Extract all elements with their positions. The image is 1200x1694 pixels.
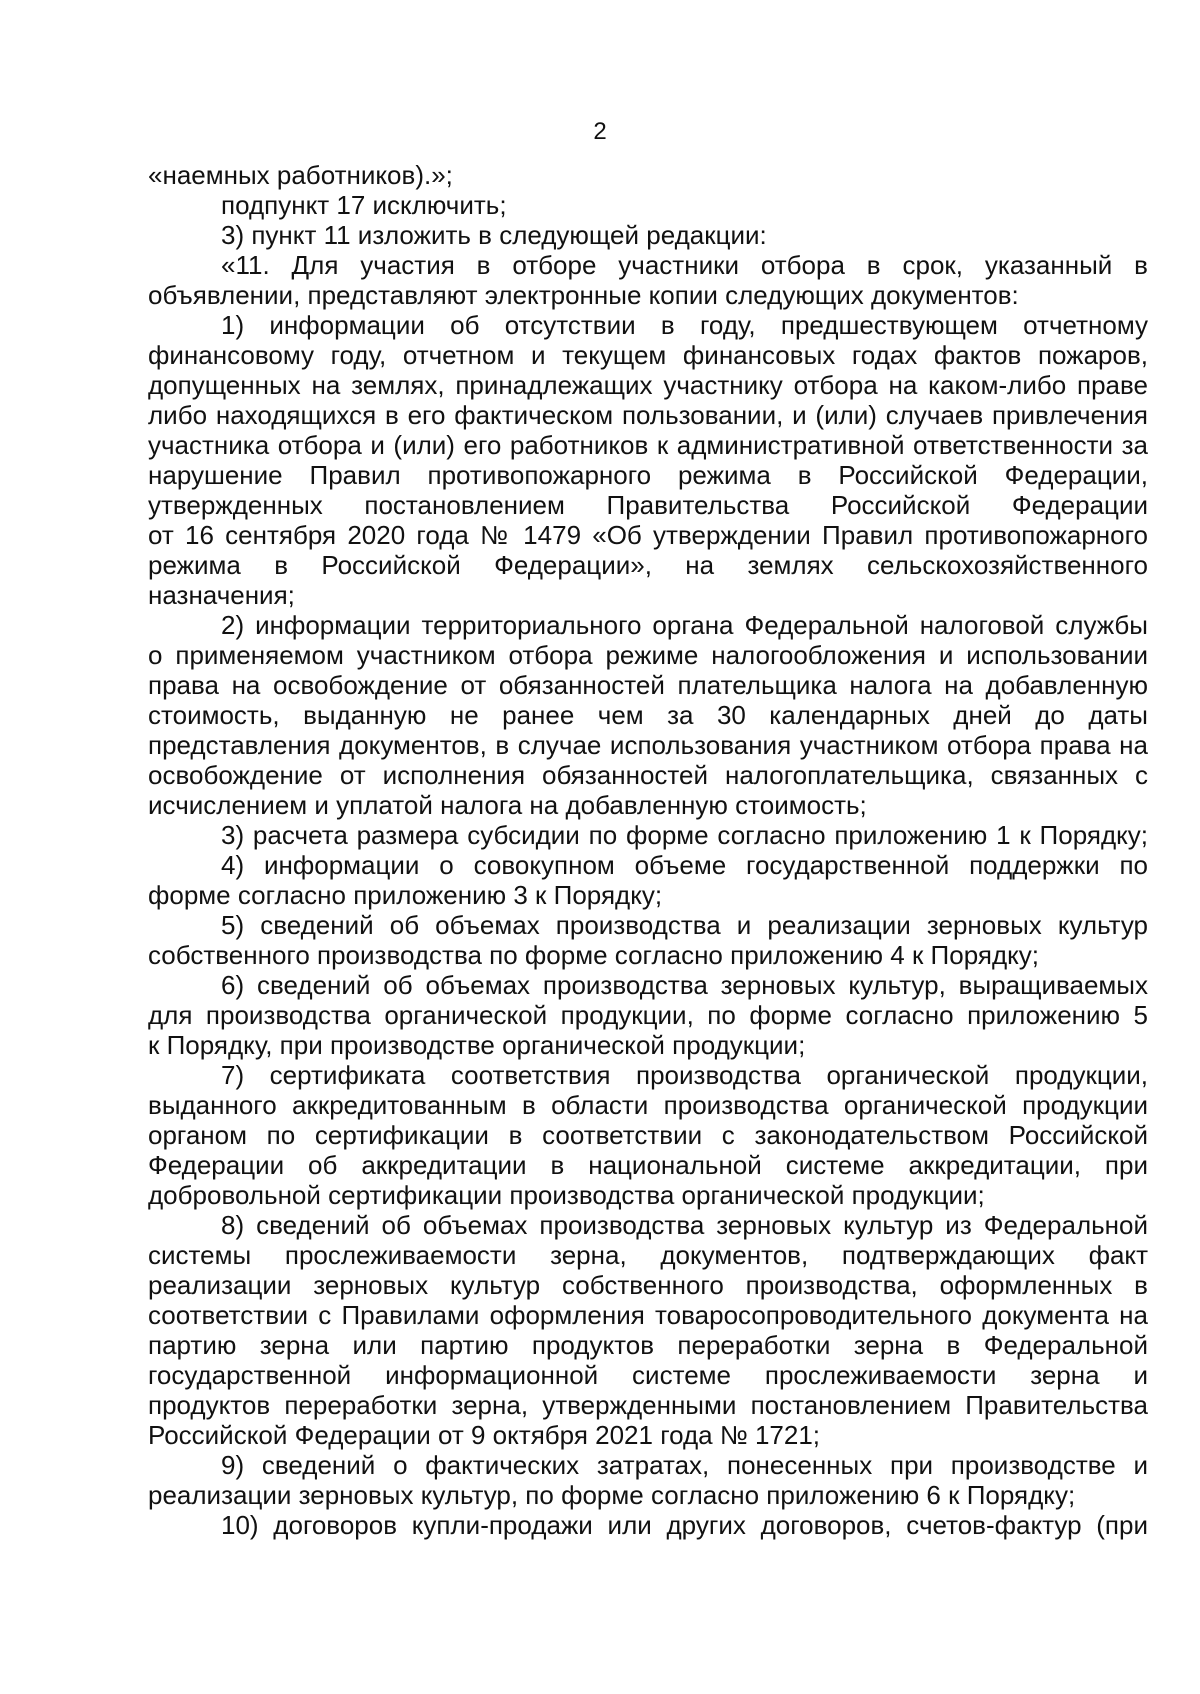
text-line: партию зерна или партию продуктов переработки зерна в Федеральной	[148, 1330, 1148, 1360]
text-line: исчислением и уплатой налога на добавленную стоимость;	[148, 790, 867, 820]
text-line: подпункт 17 исключить;	[221, 190, 507, 220]
text-line: объявлении, представляют электронные копии следующих документов:	[148, 280, 1019, 310]
text-line: 1) информации об отсутствии в году, предшествующем отчетному	[221, 310, 1148, 340]
text-line: участника отбора и (или) его работников к административной ответственности за	[148, 430, 1148, 460]
text-line: режима в Российской Федерации», на землях сельскохозяйственного	[148, 550, 1148, 580]
text-line: Федерации об аккредитации в национальной системе аккредитации, при	[148, 1150, 1148, 1180]
text-line: «11. Для участия в отборе участники отбора в срок, указанный в	[221, 250, 1148, 280]
text-line: либо находящихся в его фактическом пользовании, и (или) случаев привлечения	[148, 400, 1148, 430]
text-line: реализации зерновых культур, по форме согласно приложению 6 к Порядку;	[148, 1480, 1076, 1510]
text-line: 7) сертификата соответствия производства органической продукции,	[221, 1060, 1148, 1090]
text-line: собственного производства по форме согласно приложению 4 к Порядку;	[148, 940, 1040, 970]
text-line: для производства органической продукции, по форме согласно приложению 5	[148, 1000, 1148, 1030]
text-line: Российской Федерации от 9 октября 2021 года № 1721;	[148, 1420, 821, 1450]
text-line: освобождение от исполнения обязанностей налогоплательщика, связанных с	[148, 760, 1148, 790]
text-line: права на освобождение от обязанностей плательщика налога на добавленную	[148, 670, 1148, 700]
text-line: 9) сведений о фактических затратах, понесенных при производстве и	[221, 1450, 1148, 1480]
text-line: 2) информации территориального органа Федеральной налоговой службы	[221, 610, 1148, 640]
text-line: 5) сведений об объемах производства и реализации зерновых культур	[221, 910, 1148, 940]
text-line: 3) расчета размера субсидии по форме согласно приложению 1 к Порядку;	[221, 820, 1148, 850]
text-line: продуктов переработки зерна, утвержденными постановлением Правительства	[148, 1390, 1148, 1420]
page-number: 2	[593, 118, 607, 145]
text-line: 3) пункт 11 изложить в следующей редакции:	[221, 220, 767, 250]
text-line: 8) сведений об объемах производства зерновых культур из Федеральной	[221, 1210, 1148, 1240]
text-line: нарушение Правил противопожарного режима в Российской Федерации,	[148, 460, 1148, 490]
text-line: допущенных на землях, принадлежащих участнику отбора на каком-либо праве	[148, 370, 1148, 400]
text-line: 4) информации о совокупном объеме государственной поддержки по	[221, 850, 1148, 880]
text-line: соответствии с Правилами оформления товаросопроводительного документа на	[148, 1300, 1148, 1330]
text-line: системы прослеживаемости зерна, документов, подтверждающих факт	[148, 1240, 1148, 1270]
text-line: добровольной сертификации производства органической продукции;	[148, 1180, 985, 1210]
text-line: форме согласно приложению 3 к Порядку;	[148, 880, 663, 910]
text-line: назначения;	[148, 580, 295, 610]
text-line: о применяемом участником отбора режиме налогообложения и использовании	[148, 640, 1148, 670]
text-line: финансовому году, отчетном и текущем финансовых годах фактов пожаров,	[148, 340, 1148, 370]
text-line: представления документов, в случае использования участником отбора права на	[148, 730, 1148, 760]
document-body	[148, 160, 1148, 1540]
text-line: реализации зерновых культур собственного производства, оформленных в	[148, 1270, 1148, 1300]
text-line: государственной информационной системе прослеживаемости зерна и	[148, 1360, 1148, 1390]
text-line: 6) сведений об объемах производства зерновых культур, выращиваемых	[221, 970, 1148, 1000]
text-line: от 16 сентября 2020 года № 1479 «Об утверждении Правил противопожарного	[148, 520, 1148, 550]
text-line: 10) договоров купли-продажи или других договоров, счетов-фактур (при	[221, 1510, 1148, 1540]
text-line: к Порядку, при производстве органической продукции;	[148, 1030, 806, 1060]
text-line: «наемных работников).»;	[148, 160, 453, 190]
text-line: органом по сертификации в соответствии с законодательством Российской	[148, 1120, 1148, 1150]
text-line: утвержденных постановлением Правительства Российской Федерации	[148, 490, 1148, 520]
text-line: выданного аккредитованным в области производства органической продукции	[148, 1090, 1148, 1120]
text-line: стоимость, выданную не ранее чем за 30 календарных дней до даты	[148, 700, 1148, 730]
